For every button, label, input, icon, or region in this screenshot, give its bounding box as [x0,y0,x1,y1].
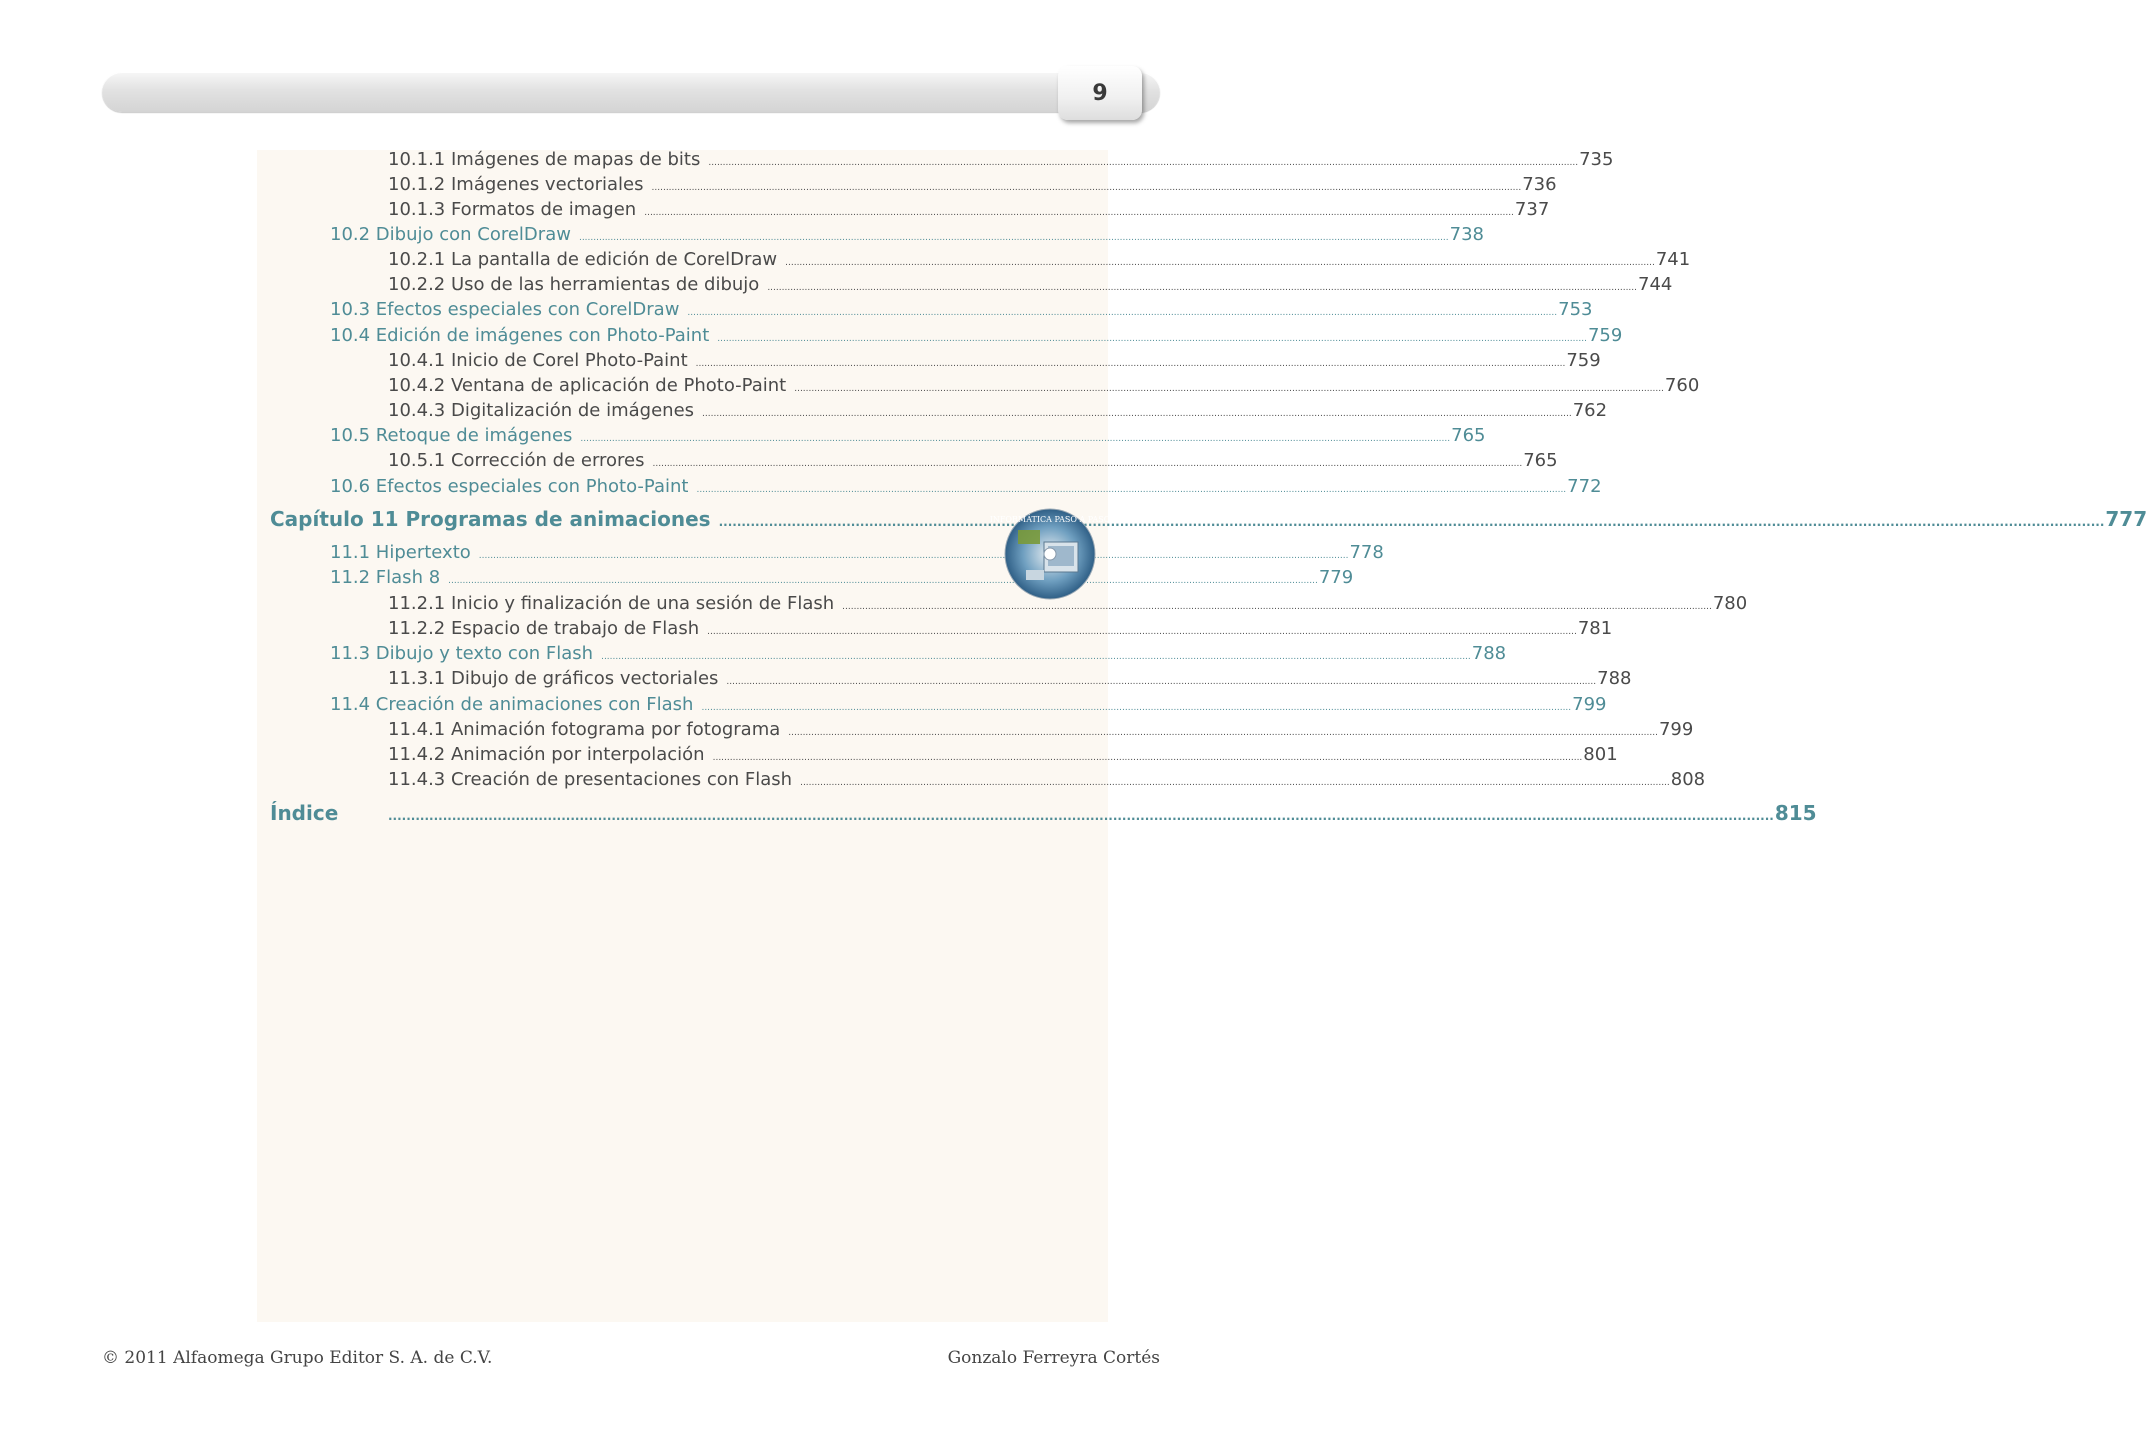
toc-entry-page: 799 [1658,719,1694,740]
toc-entry[interactable] [388,249,1691,270]
toc-entry[interactable] [388,618,1613,639]
toc-entry-label: 11.2.1 Inicio y finalización de una sesión de Flash [388,593,835,614]
toc-entry[interactable] [388,274,1673,295]
toc-section-page: 772 [1567,476,1602,497]
toc-entry-page: 801 [1583,744,1618,765]
toc-entry-label: 10.4.3 Digitalización de imágenes [388,400,695,421]
toc-entry[interactable] [388,450,1558,471]
dot-leader [687,299,1557,320]
toc-entry-label: 10.1.2 Imágenes vectoriales [388,174,644,195]
toc-entry[interactable] [388,668,1632,689]
page-number: 9 [1092,80,1108,106]
toc-entry-label: 10.2.2 Uso de las herramientas de dibujo [388,274,760,295]
dot-leader [448,567,1318,588]
toc-entry[interactable] [388,350,1601,371]
dot-leader [479,542,1349,563]
toc-entry-label: 11.4.3 Creación de presentaciones con Flash [388,769,793,790]
toc-chapter-label: Capítulo 11 Programas de animaciones [270,507,711,531]
dot-leader [800,769,1670,790]
toc-section-page: 779 [1318,567,1354,588]
toc-entry-page: 781 [1577,618,1613,639]
toc-entry-label: 11.4.2 Animación por interpolación [388,744,705,765]
toc-section-label: 10.2 Dibujo con CorelDraw [330,224,571,245]
toc-entry[interactable] [388,593,1748,614]
toc-section-page: 765 [1451,425,1486,446]
toc-section[interactable] [330,476,1602,497]
toc-entry-page: 744 [1638,274,1673,295]
toc-section[interactable] [330,425,1486,446]
toc-section[interactable] [330,643,1507,664]
toc-entry-page: 759 [1566,350,1601,371]
footer-author: Gonzalo Ferreyra Cortés [947,1348,1160,1368]
dot-leader [601,643,1471,664]
toc-entry-page: 780 [1712,593,1748,614]
toc-entry-label: 10.1.3 Formatos de imagen [388,199,637,220]
toc-section-page: 799 [1572,694,1607,715]
footer-copyright: © 2011 Alfaomega Grupo Editor S. A. de C.V. [102,1348,493,1368]
dot-leader [708,149,1578,170]
toc-section[interactable] [330,325,1623,346]
toc-section-page: 778 [1349,542,1384,563]
toc-section-page: 788 [1471,643,1507,664]
toc-section-page: 753 [1558,299,1593,320]
toc-index-page: 815 [1774,801,1817,825]
dot-leader [842,593,1712,614]
toc-chapter-page: 777 [2105,507,2147,531]
toc-section-label: 10.3 Efectos especiales con CorelDraw [330,299,680,320]
toc-entry-label: 10.5.1 Corrección de errores [388,450,645,471]
toc-entry-page: 762 [1572,400,1608,421]
cd-disc-image [989,508,1111,600]
toc-entry[interactable] [388,769,1706,790]
toc-section-label: 11.2 Flash 8 [330,567,441,588]
dot-leader [696,476,1566,497]
toc-entry-label: 10.4.1 Inicio de Corel Photo-Paint [388,350,688,371]
toc-section-label: 10.5 Retoque de imágenes [330,425,573,446]
toc-index[interactable] [270,801,1817,825]
dot-leader [580,425,1450,446]
toc-entry-page: 737 [1514,199,1550,220]
toc-section-label: 10.6 Efectos especiales con Photo-Paint [330,476,689,497]
header-bar [102,72,1160,112]
toc-entry-page: 735 [1579,149,1614,170]
toc-section[interactable] [330,299,1593,320]
toc-section[interactable] [330,224,1485,245]
toc-section-label: 11.4 Creación de animaciones con Flash [330,694,694,715]
toc-entry-label: 10.1.1 Imágenes de mapas de bits [388,149,701,170]
toc-entry-label: 11.3.1 Dibujo de gráficos vectoriales [388,668,719,689]
dot-leader [767,274,1637,295]
toc-entry-label: 11.2.2 Espacio de trabajo de Flash [388,618,700,639]
toc-section-label: 11.3 Dibujo y texto con Flash [330,643,594,664]
dot-leader [726,668,1596,689]
toc-entry[interactable] [388,375,1700,396]
dot-leader [579,224,1449,245]
toc-entry-label: 10.2.1 La pantalla de edición de CorelDraw [388,249,778,270]
toc-entry[interactable] [388,149,1614,170]
dot-leader [702,400,1572,421]
toc-entry-label: 11.4.1 Animación fotograma por fotograma [388,719,781,740]
dot-leader [788,719,1658,740]
toc-index-label: Índice [270,801,339,825]
toc-section[interactable] [330,542,1384,563]
toc-entry[interactable] [388,744,1618,765]
toc-section-page: 759 [1587,325,1623,346]
dot-leader [707,618,1577,639]
dot-leader [644,199,1514,220]
toc-entry-page: 760 [1664,375,1700,396]
toc-entry-label: 10.4.2 Ventana de aplicación de Photo-Paint [388,375,787,396]
toc-entry[interactable] [388,174,1557,195]
toc-entry[interactable] [388,719,1694,740]
dot-leader [713,744,1583,765]
toc-section[interactable] [330,694,1607,715]
toc-section-page: 738 [1449,224,1485,245]
toc-entry-page: 788 [1597,668,1632,689]
dot-leader [653,450,1523,471]
dot-leader [719,507,2105,531]
toc-entry-page: 741 [1655,249,1691,270]
toc-entry-page: 736 [1522,174,1557,195]
dot-leader [794,375,1664,396]
toc-entry-page: 808 [1670,769,1706,790]
toc-section-label: 10.4 Edición de imágenes con Photo-Paint [330,325,710,346]
dot-leader [785,249,1655,270]
cd-label: INFORMÁTICA PASO A PASO [989,515,1111,524]
dot-leader [652,174,1522,195]
dot-leader [701,694,1571,715]
toc-entry[interactable] [388,400,1608,421]
page-number-tab [1058,66,1142,120]
toc-section[interactable] [330,567,1354,588]
toc-section-label: 11.1 Hipertexto [330,542,471,563]
toc-entry[interactable] [388,199,1550,220]
dot-leader [717,325,1587,346]
toc-entry-page: 765 [1523,450,1558,471]
dot-leader [696,350,1566,371]
dot-leader [388,801,1774,825]
